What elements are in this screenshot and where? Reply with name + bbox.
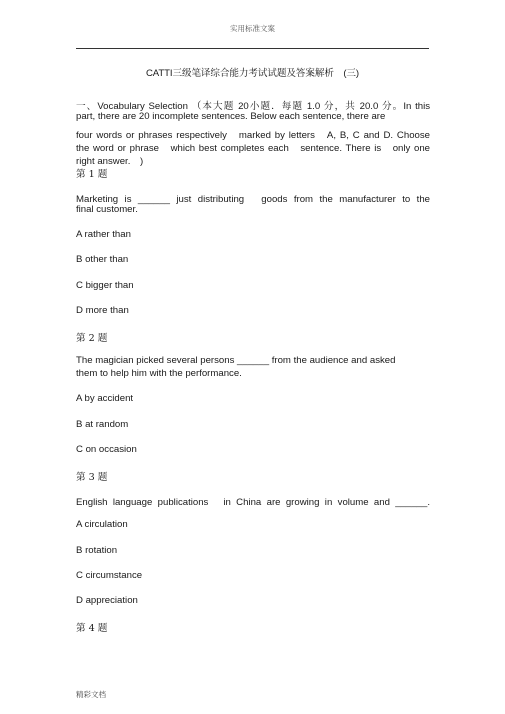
answer-option: C circumstance xyxy=(76,570,143,581)
answer-option: D appreciation xyxy=(76,595,138,606)
instructions-line-3: four words or phrases respectively marked by letters A, B, C and D. Choose xyxy=(76,130,430,141)
answer-option: B rotation xyxy=(76,545,118,556)
header-divider xyxy=(76,48,429,49)
question-number: 第 4 题 xyxy=(76,623,108,634)
instructions-line-4: the word or phrase which best completes each sentence. There is only one xyxy=(76,143,430,154)
question-stem-line: them to help him with the performance. xyxy=(76,368,242,379)
answer-option: B at random xyxy=(76,419,129,430)
page-footer: 精彩文档 xyxy=(76,690,106,699)
question-stem-line: final customer. xyxy=(76,204,138,215)
instructions-line-2: part, there are 20 incomplete sentences. Below each sentence, there are xyxy=(76,111,386,122)
question-stem-line: Marketing is ______ just distributing goods from the manufacturer to the xyxy=(76,194,430,205)
answer-option: A circulation xyxy=(76,519,128,530)
answer-option: A rather than xyxy=(76,229,131,240)
answer-option: C on occasion xyxy=(76,444,137,455)
question-number: 第 3 题 xyxy=(76,472,108,483)
instructions-line-1: 一、Vocabulary Selection （本大题 20小题．每题 1.0 分，共 20.0 分。In this xyxy=(76,101,430,112)
question-stem-line: The magician picked several persons ______ from the audience and asked xyxy=(76,355,396,366)
question-stem-line: English language publications in China are growing in volume and ______. xyxy=(76,497,430,508)
document-title: CATTI三级笔译综合能力考试试题及答案解析 (三) xyxy=(145,68,360,79)
answer-option: B other than xyxy=(76,254,129,265)
answer-option: C bigger than xyxy=(76,280,134,291)
answer-option: A by accident xyxy=(76,393,134,404)
answer-option: D more than xyxy=(76,305,129,316)
question-number: 第 1 题 xyxy=(76,169,108,180)
question-number: 第 2 题 xyxy=(76,333,108,344)
page-header: 实用标准文案 xyxy=(230,24,275,33)
instructions-line-5: right answer. ) xyxy=(76,156,144,167)
